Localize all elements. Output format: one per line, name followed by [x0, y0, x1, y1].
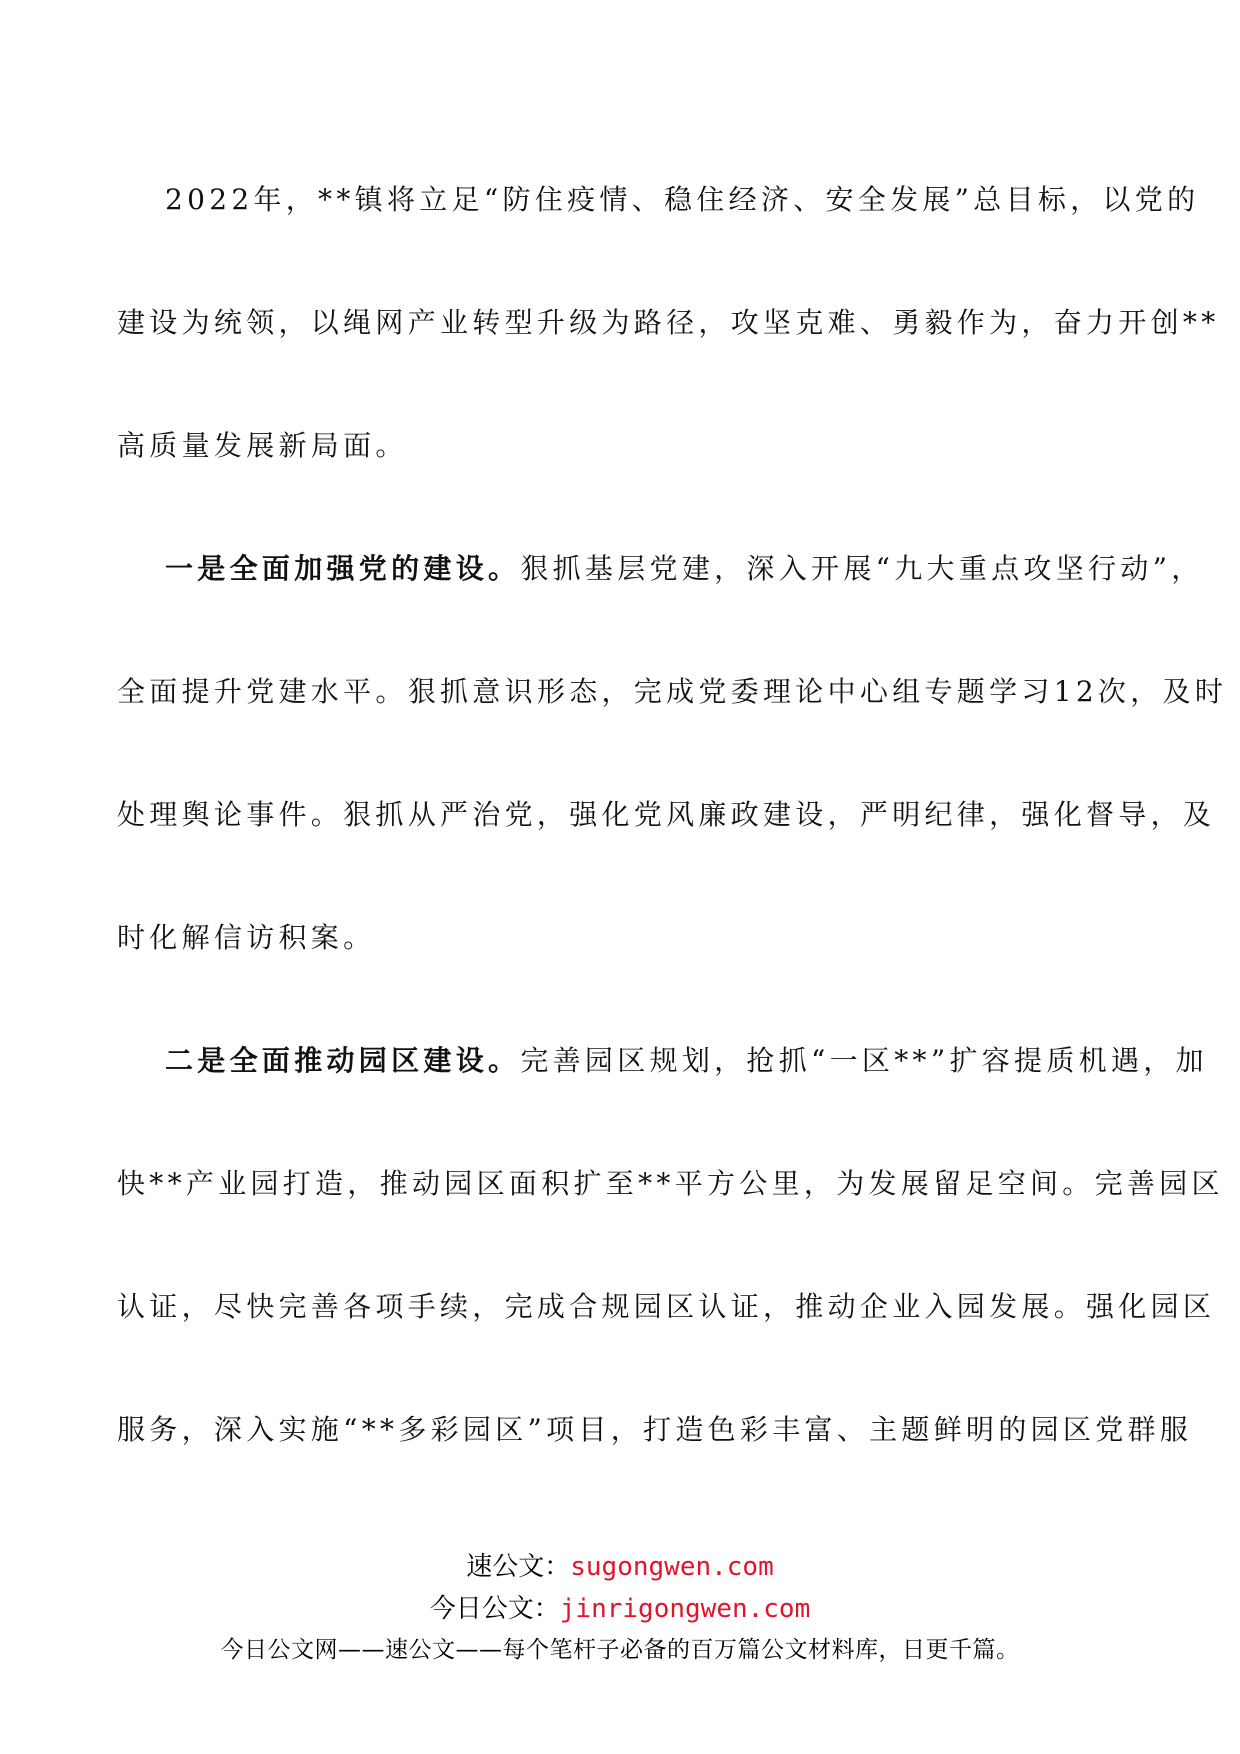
- footer-sugongwen-label: 速公文：: [466, 1552, 571, 1582]
- paragraph-2-text: 狠抓基层党建，深入开展“九大重点攻坚行动”，: [520, 552, 1204, 585]
- paragraph-2-line-3: 处理舆论事件。狠抓从严治党，强化党风廉政建设，严明纪律，强化督导，及: [117, 798, 1216, 831]
- paragraph-3-line-3: 认证，尽快完善各项手续，完成合规园区认证，推动企业入园发展。强化园区: [117, 1290, 1216, 1323]
- paragraph-3-heading: 二是全面推动园区建设。: [165, 1044, 521, 1077]
- paragraph-2-line-4: 时化解信访积案。: [117, 921, 376, 954]
- footer-slogan: 今日公文网——速公文——每个笔杆子必备的百万篇公文材料库，日更千篇。: [220, 1637, 1020, 1663]
- paragraph-3-line-4: 服务，深入实施“**多彩园区”项目，打造色彩丰富、主题鲜明的园区党群服: [117, 1413, 1193, 1446]
- paragraph-2-line-2: 全面提升党建水平。狠抓意识形态，完成党委理论中心组专题学习12次，及时: [117, 675, 1228, 708]
- footer-sugongwen-link[interactable]: sugongwen.com: [570, 1552, 774, 1582]
- footer-jinrigongwen-label: 今日公文：: [429, 1594, 560, 1624]
- paragraph-2-line-1: [165, 549, 1204, 589]
- paragraph-3-line-2: 快**产业园打造，推动园区面积扩至**平方公里，为发展留足空间。完善园区: [117, 1167, 1224, 1200]
- paragraph-1-line-1: 2022年，**镇将立足“防住疫情、稳住经济、安全发展”总目标，以党的: [165, 183, 1200, 216]
- footer-jinrigongwen: [0, 1588, 1240, 1625]
- paragraph-1-line-3: 高质量发展新局面。: [117, 429, 408, 462]
- paragraph-2-heading: 一是全面加强党的建设。: [165, 552, 521, 585]
- footer-jinrigongwen-link[interactable]: jinrigongwen.com: [559, 1594, 811, 1624]
- footer-sugongwen: [0, 1546, 1240, 1583]
- paragraph-3-line-1: [165, 1041, 1208, 1081]
- paragraph-3-text: 完善园区规划，抢抓“一区**”扩容提质机遇，加: [520, 1044, 1208, 1077]
- paragraph-1-line-2: 建设为统领，以绳网产业转型升级为路径，攻坚克难、勇毅作为，奋力开创**: [117, 306, 1220, 339]
